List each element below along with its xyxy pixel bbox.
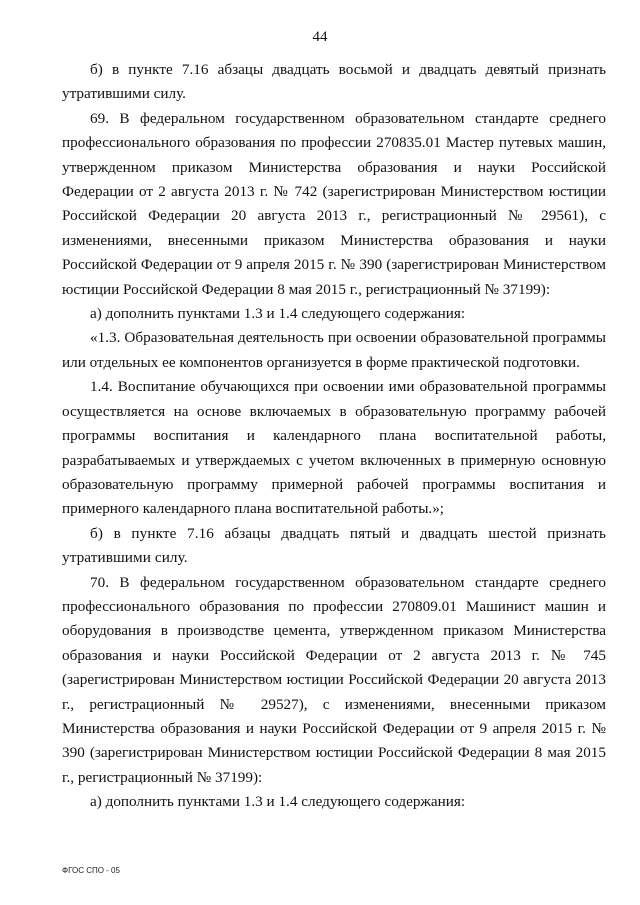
paragraph-1-3-first: «1.3. Образовательная деятельность при освоении образовательной программы или отдельных ее компонентов организуется в форме практической подготовки. (62, 329, 606, 371)
paragraph-70: 70. В федеральном государственном образовательном стандарте среднего профессионального образования по профессии 270809.01 Машинист машин и оборудования в производстве цемента, утвержденном приказом Министерства образования и науки Российской Федерации от 2 августа 2013 г. № 745 (зарегистрирован Министерством юстиции Российской Федерации 20 августа 2013 г., регистрационный № 29527), с изменениями, внесенными приказом Министерства образования и науки Российской Федерации от 9 апреля 2015 г. № 390 (зарегистрирован Министерством юстиции Российской Федерации 8 мая 2015 г., регистрационный № 37199): (62, 573, 606, 786)
page-number: 44 (312, 29, 328, 45)
paragraph-item-b-7-16-second: б) в пункте 7.16 абзацы двадцать пятый и двадцать шестой признать утратившими силу. (62, 524, 606, 567)
paragraph-69: 69. В федеральном государственном образовательном стандарте среднего профессионального образования по профессии 270835.01 Мастер путевых машин, утвержденном приказом Министерства образования и науки Российской Федерации от 2 августа 2013 г. № 742 (зарегистрирован Министерством юстиции Российской Федерации 20 августа 2013 г., регистрационный № 29561), с изменениями, внесенными приказом Министерства образования и науки Российской Федерации от 9 апреля 2015 г. № 390 (зарегистрирован Министерством юстиции Российской Федерации 8 мая 2015 г., регистрационный № 37199): (62, 109, 606, 298)
footer-document-code: ФГОС СПО - 05 (62, 866, 120, 875)
paragraph-item-a-second: а) дополнить пунктами 1.3 и 1.4 следующего содержания: (90, 793, 466, 811)
paragraph-item-a-first: а) дополнить пунктами 1.3 и 1.4 следующего содержания: (90, 305, 466, 323)
document-body (62, 58, 606, 815)
paragraph-item-b-7-16-first: б) в пункте 7.16 абзацы двадцать восьмой и двадцать девятый признать утратившими силу. (62, 61, 606, 103)
paragraph-1-4-first: 1.4. Воспитание обучающихся при освоении ими образовательной программы осуществляется на основе включаемых в образовательную программу рабочей программы воспитания и календарного плана воспитательной работы, разрабатываемых и утверждаемых с учетом включенных в примерную основную образовательную программу примерной рабочей программы воспитания и примерного календарного плана воспитательной работы.»; (62, 378, 606, 518)
